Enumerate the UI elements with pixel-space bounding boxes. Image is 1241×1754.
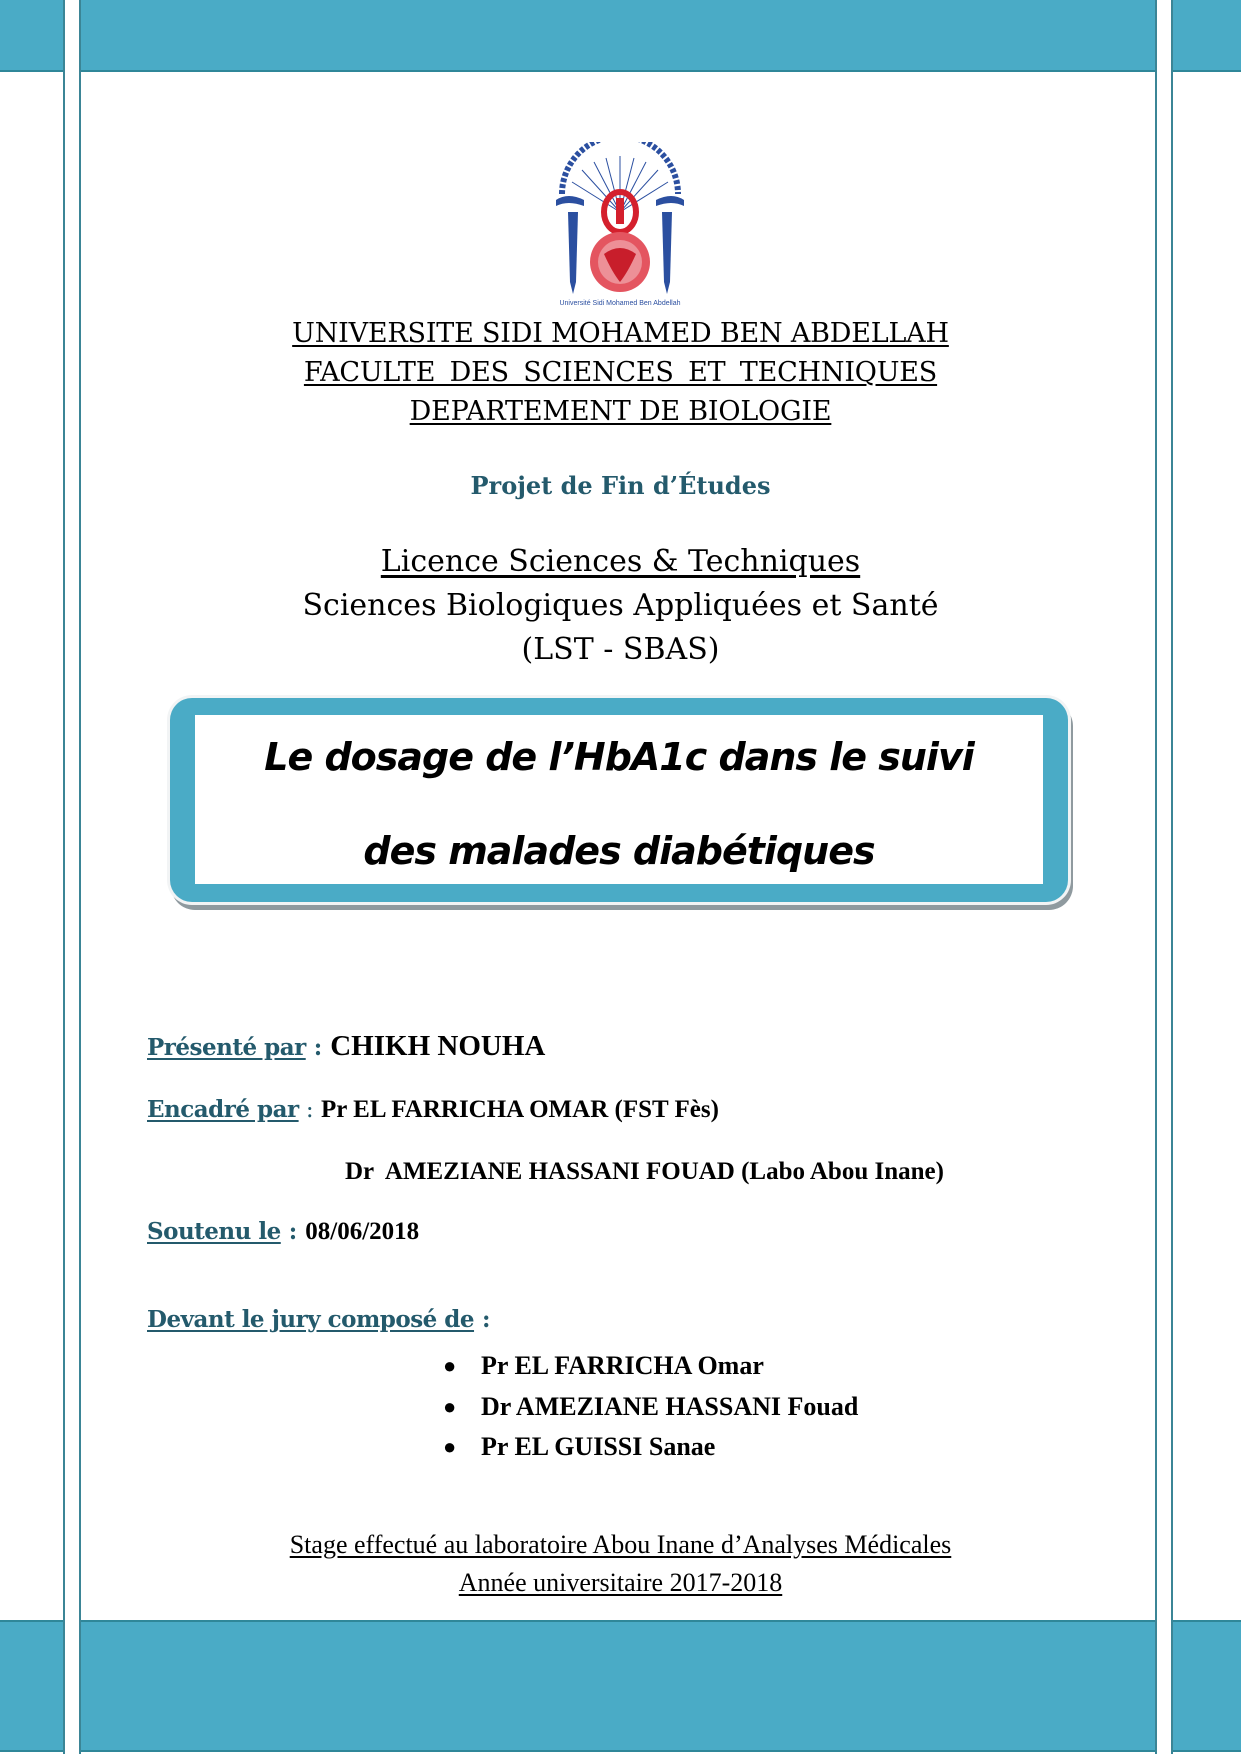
university-name: UNIVERSITE SIDI MOHAMED BEN ABDELLAH <box>292 318 949 349</box>
supervisor-2: Dr AMEZIANE HASSANI FOUAD (Labo Abou Inane) <box>345 1158 944 1185</box>
presented-by-colon: : <box>305 1034 331 1061</box>
project-type-heading: Projet de Fin d’Études <box>470 471 771 500</box>
frame-line-left-outer <box>63 0 65 1754</box>
faculty-name: FACULTE DES SCIENCES ET TECHNIQUES <box>303 357 938 388</box>
bullet-icon: ● <box>443 1393 457 1419</box>
defended-on-row <box>147 1218 419 1246</box>
frame-line-right-inner <box>1155 0 1157 1754</box>
defended-on-label: Soutenu le <box>147 1218 281 1245</box>
supervised-by-row <box>147 1096 719 1124</box>
presented-by-label: Présenté par <box>147 1034 306 1061</box>
supervisor-2-row <box>345 1158 944 1186</box>
top-band-main <box>80 0 1156 72</box>
department-name: DEPARTEMENT DE BIOLOGIE <box>409 396 832 427</box>
jury-colon: : <box>474 1306 491 1333</box>
jury-row <box>147 1306 491 1333</box>
presented-by-value: CHIKH NOUHA <box>330 1030 546 1062</box>
defended-on-date: 08/06/2018 <box>305 1218 420 1245</box>
logo-caption: Université Sidi Mohamed Ben Abdellah <box>559 300 681 307</box>
degree-line-2: Sciences Biologiques Appliquées et Santé <box>302 588 939 623</box>
supervised-by-colon: : <box>298 1097 321 1123</box>
jury-member-name: Pr EL FARRICHA Omar <box>481 1351 764 1380</box>
jury-member <box>443 1429 858 1470</box>
jury-member <box>443 1348 858 1389</box>
degree-line-3: (LST - SBAS) <box>521 632 720 667</box>
supervisor-1: Pr EL FARRICHA OMAR (FST Fès) <box>320 1096 719 1123</box>
bottom-band-right <box>1173 1620 1241 1752</box>
jury-label: Devant le jury composé de <box>147 1306 475 1333</box>
academic-year: Année universitaire 2017-2018 <box>458 1568 783 1597</box>
university-crest-icon <box>548 142 692 312</box>
thesis-title-line-2: des malades diabétiques <box>363 829 875 873</box>
top-band-left <box>0 0 64 72</box>
bottom-band-main <box>80 1620 1156 1752</box>
presented-by-row <box>147 1030 545 1063</box>
jury-member-name: Pr EL GUISSI Sanae <box>481 1432 716 1461</box>
top-band-right <box>1173 0 1241 72</box>
bullet-icon: ● <box>443 1353 457 1378</box>
title-box <box>170 698 1068 902</box>
defended-on-colon: : <box>280 1218 306 1245</box>
bottom-band-left <box>0 1620 64 1752</box>
supervised-by-label: Encadré par <box>147 1096 299 1123</box>
title-box-inner <box>195 715 1043 884</box>
internship-location: Stage effectué au laboratoire Abou Inane d’Analyses Médicales <box>289 1530 952 1559</box>
degree-line-1: Licence Sciences & Techniques <box>380 544 861 579</box>
jury-member-name: Dr AMEZIANE HASSANI Fouad <box>481 1391 859 1421</box>
bullet-icon: ● <box>443 1434 457 1459</box>
jury-list <box>443 1348 858 1470</box>
thesis-title-line-1: Le dosage de l’HbA1c dans le suivi <box>264 735 974 779</box>
jury-member <box>443 1389 858 1430</box>
frame-line-left-inner <box>79 0 81 1754</box>
frame-line-right-outer <box>1171 0 1173 1754</box>
